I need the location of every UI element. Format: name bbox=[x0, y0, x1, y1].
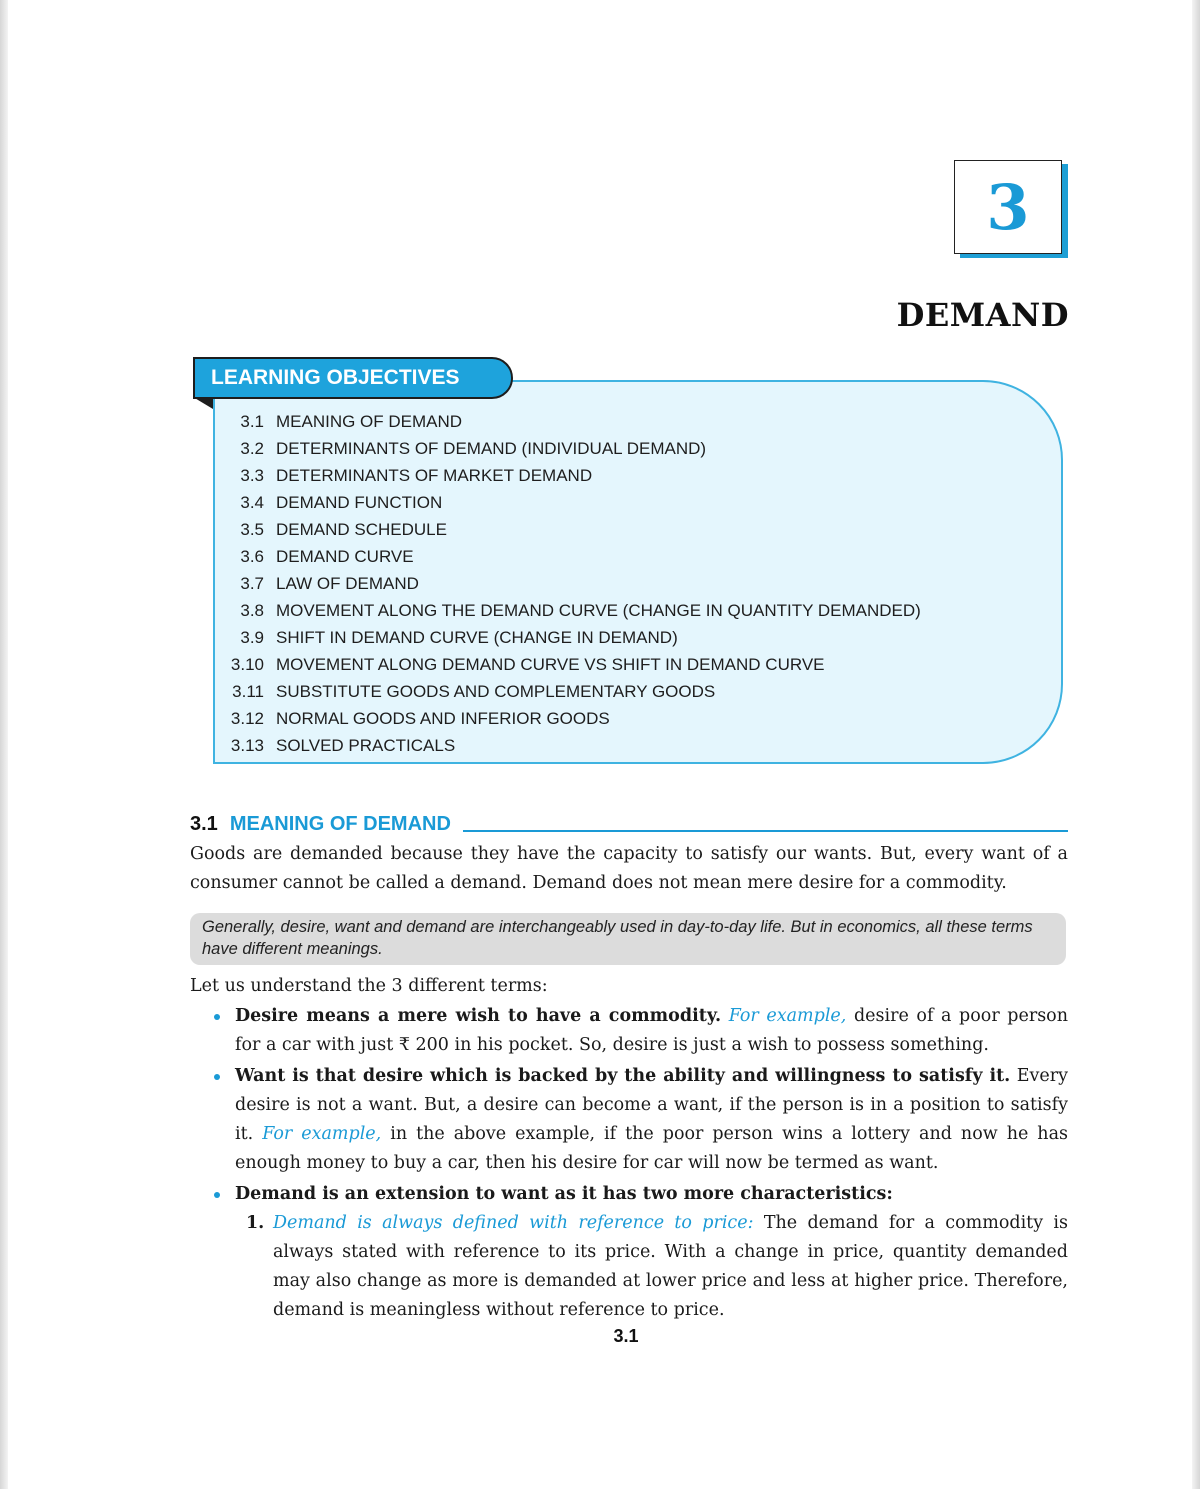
definition-desire bbox=[210, 1002, 1068, 1060]
objective-text: DEMAND CURVE bbox=[276, 546, 414, 566]
section-rule bbox=[463, 830, 1068, 832]
objective-item bbox=[226, 597, 921, 624]
objective-item bbox=[226, 408, 921, 435]
page-edge-right bbox=[1192, 0, 1200, 1489]
objective-number: 3.7 bbox=[240, 573, 264, 593]
objective-item bbox=[226, 732, 921, 759]
definition-want-example: in the above example, if the poor person wins a lottery and now he has enough money to buy a car, then his desire for car will now be termed as want. bbox=[235, 1124, 1068, 1173]
characteristic-number: 1. bbox=[246, 1213, 265, 1233]
bullet-dot bbox=[214, 1014, 220, 1020]
definition-want-text: Every desire is not a want. But, a desire can become a want, if the person is in a position to satisfy it. bbox=[235, 1066, 1068, 1144]
note-box: Generally, desire, want and demand are interchangeably used in day-to-day life. But in economics, all these terms have different meanings. bbox=[190, 913, 1066, 965]
objective-number: 3.6 bbox=[240, 546, 264, 566]
learning-objectives-heading: LEARNING OBJECTIVES bbox=[193, 357, 513, 399]
objective-text: DEMAND FUNCTION bbox=[276, 492, 443, 512]
characteristic-text: The demand for a commodity is always stated with reference to its price. With a change in price, quantity demanded may also change as more is demanded at lower price and less at higher price. Therefore, demand is meaningless without reference to price. bbox=[273, 1213, 1068, 1320]
characteristic-label: Demand is always defined with reference to price: bbox=[273, 1213, 754, 1233]
chapter-title: DEMAND bbox=[896, 296, 1069, 334]
objective-text: LAW OF DEMAND bbox=[276, 573, 419, 593]
objective-item bbox=[226, 516, 921, 543]
objective-text: DETERMINANTS OF DEMAND (INDIVIDUAL DEMAND) bbox=[276, 438, 707, 458]
characteristic-body bbox=[246, 1209, 1068, 1325]
objective-number: 3.12 bbox=[230, 708, 264, 728]
demand-characteristic-1 bbox=[246, 1209, 1068, 1325]
intro-paragraph: Goods are demanded because they have the capacity to satisfy our wants. But, every want of a consumer cannot be called a demand. Demand does not mean mere desire for a commodity. bbox=[190, 844, 1068, 893]
objective-text: DEMAND SCHEDULE bbox=[276, 519, 447, 539]
objective-text: DETERMINANTS OF MARKET DEMAND bbox=[276, 465, 593, 485]
definition-desire-text: desire of a poor person for a car with just ₹ 200 in his pocket. So, desire is just a wish to possess something. bbox=[235, 1006, 1068, 1055]
definition-desire-bold: Desire means a mere wish to have a commodity. bbox=[235, 1006, 722, 1026]
definition-list bbox=[210, 1002, 1068, 1211]
objective-text: MOVEMENT ALONG DEMAND CURVE VS SHIFT IN DEMAND CURVE bbox=[276, 654, 825, 674]
objective-text: SHIFT IN DEMAND CURVE (CHANGE IN DEMAND) bbox=[276, 627, 678, 647]
objective-text: SUBSTITUTE GOODS AND COMPLEMENTARY GOODS bbox=[276, 681, 716, 701]
objective-text: MEANING OF DEMAND bbox=[276, 411, 463, 431]
definition-demand bbox=[210, 1180, 1068, 1209]
bullet-dot bbox=[214, 1074, 220, 1080]
objective-number: 3.10 bbox=[230, 654, 264, 674]
definition-want-bold: Want is that desire which is backed by the ability and willingness to satisfy it. bbox=[235, 1066, 1011, 1086]
objective-item bbox=[226, 435, 921, 462]
definition-demand-bold: Demand is an extension to want as it has two more characteristics: bbox=[235, 1184, 893, 1204]
definition-want bbox=[210, 1062, 1068, 1178]
bullet-dot bbox=[214, 1192, 220, 1198]
section-number: 3.1 bbox=[190, 813, 218, 835]
section-heading bbox=[190, 808, 1068, 836]
objective-number: 3.2 bbox=[240, 438, 264, 458]
learning-objectives-list bbox=[226, 408, 921, 759]
objective-number: 3.4 bbox=[240, 492, 264, 512]
example-label: For example, bbox=[728, 1006, 847, 1026]
objective-item bbox=[226, 489, 921, 516]
objective-text: SOLVED PRACTICALS bbox=[276, 735, 456, 755]
objective-number: 3.13 bbox=[230, 735, 264, 755]
page-edge-left bbox=[0, 0, 8, 1489]
objective-number: 3.3 bbox=[240, 465, 264, 485]
objective-text: MOVEMENT ALONG THE DEMAND CURVE (CHANGE IN QUANTITY DEMANDED) bbox=[276, 600, 921, 620]
page-number: 3.1 bbox=[613, 1326, 639, 1346]
chapter-number: 3 bbox=[986, 170, 1030, 244]
section-title: MEANING OF DEMAND bbox=[229, 813, 451, 835]
objective-number: 3.9 bbox=[240, 627, 264, 647]
objective-item bbox=[226, 624, 921, 651]
example-label: For example, bbox=[262, 1124, 382, 1144]
objective-item bbox=[226, 570, 921, 597]
objective-item bbox=[226, 678, 921, 705]
objective-number: 3.1 bbox=[240, 411, 264, 431]
objective-number: 3.11 bbox=[232, 681, 264, 701]
objective-text: NORMAL GOODS AND INFERIOR GOODS bbox=[276, 708, 610, 728]
objective-item bbox=[226, 543, 921, 570]
objective-item bbox=[226, 462, 921, 489]
lead-in-text: Let us understand the 3 different terms: bbox=[190, 976, 548, 996]
objective-item bbox=[226, 651, 921, 678]
objective-number: 3.5 bbox=[240, 519, 264, 539]
chapter-number-box bbox=[954, 160, 1062, 254]
objective-number: 3.8 bbox=[240, 600, 264, 620]
objective-item bbox=[226, 705, 921, 732]
